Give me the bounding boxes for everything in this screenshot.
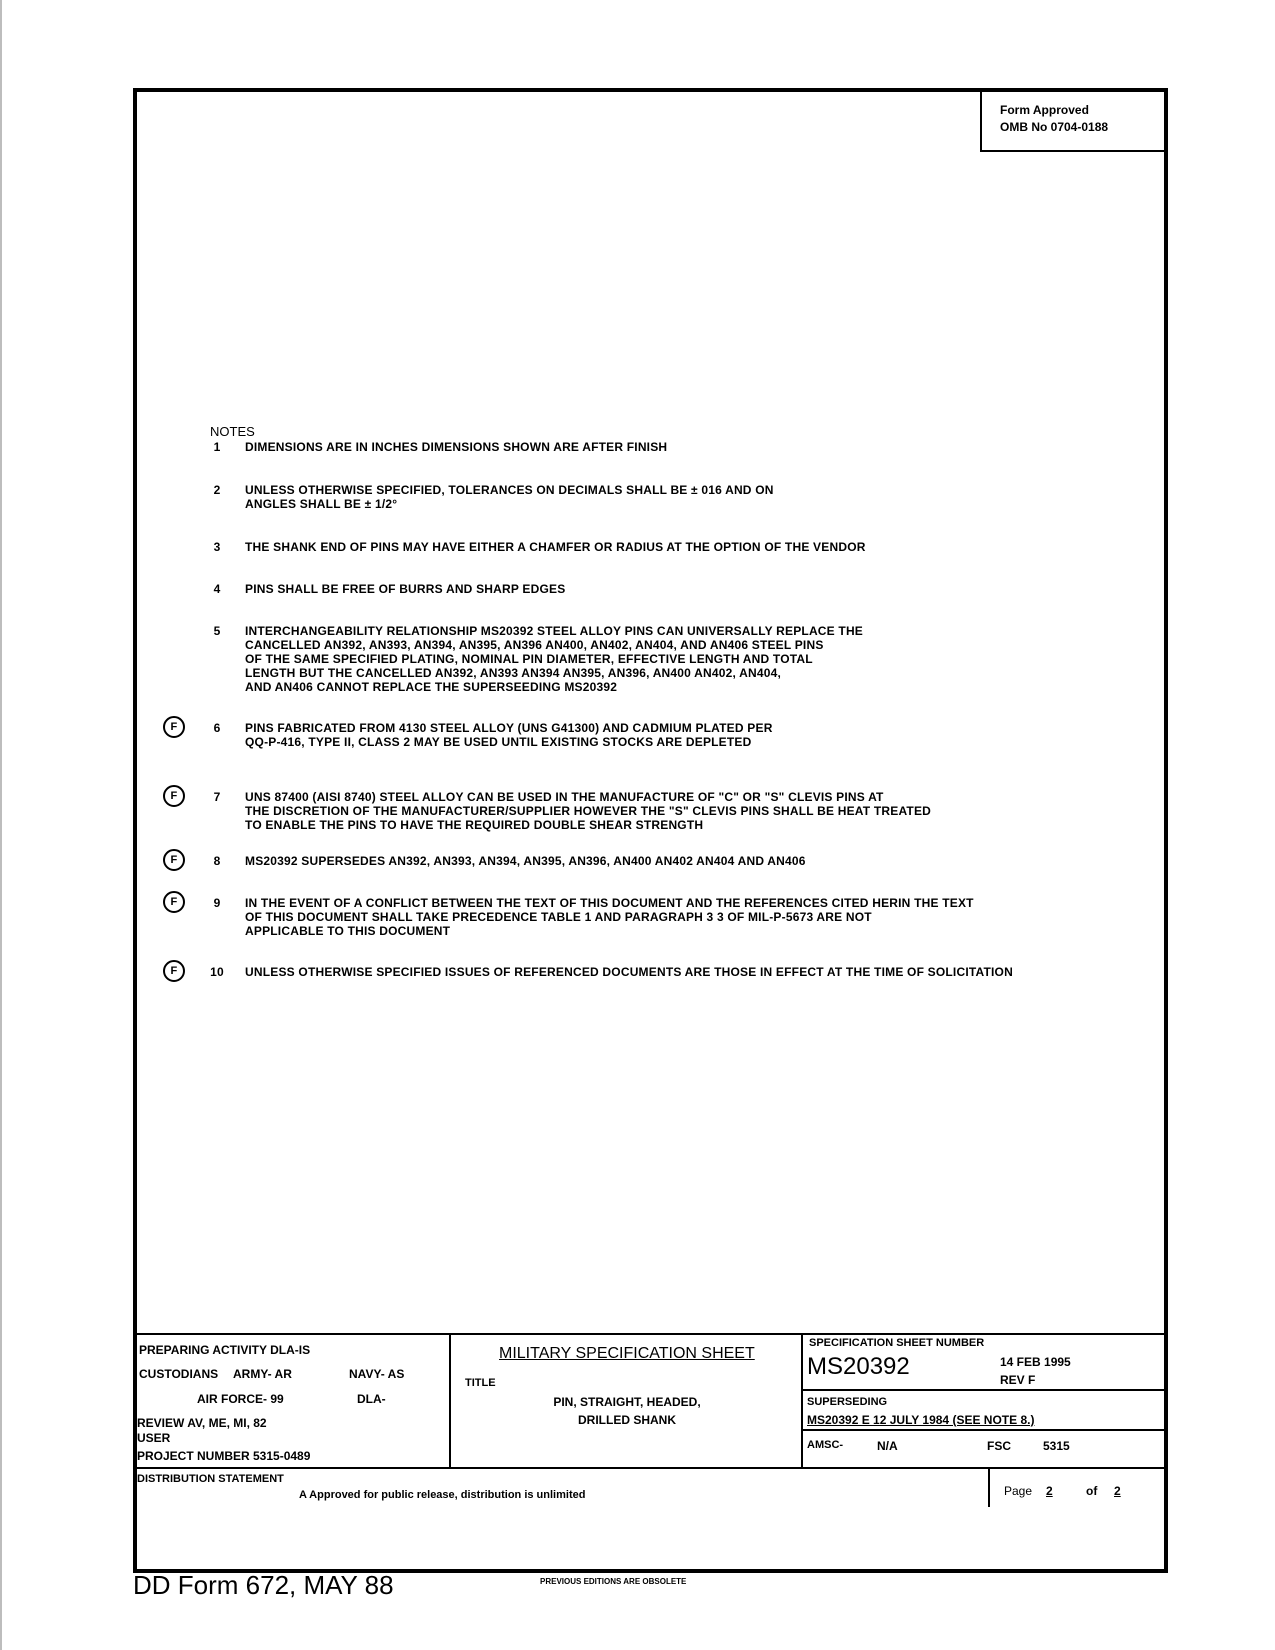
note-number: 7: [213, 790, 221, 804]
note-text: PINS SHALL BE FREE OF BURRS AND SHARP EDGES: [245, 582, 566, 596]
revision-f-marker: F: [163, 716, 185, 738]
obsolete-editions-note: PREVIOUS EDITIONS ARE OBSOLETE: [540, 1577, 687, 1586]
form-frame: [133, 88, 1168, 1573]
title-line-2: DRILLED SHANK: [578, 1413, 676, 1427]
revision-f-marker: F: [163, 960, 185, 982]
specification-column: [803, 1335, 1164, 1469]
note-text: THE SHANK END OF PINS MAY HAVE EITHER A CHAMFER OR RADIUS AT THE OPTION OF THE VENDOR: [245, 540, 866, 554]
distribution-text: A Approved for public release, distribution is unlimited: [299, 1489, 586, 1501]
note-number: 3: [213, 540, 221, 554]
spec-sheet-label: SPECIFICATION SHEET NUMBER: [809, 1337, 985, 1349]
revision: REV F: [1000, 1373, 1036, 1387]
page-number: 2: [1046, 1484, 1053, 1498]
note-text: INTERCHANGEABILITY RELATIONSHIP MS20392 STEEL ALLOY PINS CAN UNIVERSALLY REPLACE THE CANCELLED AN392, AN393, AN394, AN395, AN396 AN400, AN402, AN404, AND AN406 STEEL PINS OF THE SAME SPECIFIED PLATING, NOMINAL PIN DIAMETER, EFFECTIVE LENGTH AND TOTAL LENGTH BUT THE CANCELLED AN392, AN393 AN394 AN395, AN396, AN400 AN402, AN404, AND AN406 CANNOT REPLACE THE SUPERSEEDING MS20392: [245, 624, 864, 694]
note-number: 9: [213, 896, 221, 910]
custodians-label: CUSTODIANS: [139, 1367, 219, 1381]
note-number: 6: [213, 721, 221, 735]
custodian-dla: DLA-: [357, 1392, 386, 1406]
divider: [803, 1389, 1164, 1391]
form-number: DD Form 672, MAY 88: [133, 1570, 394, 1600]
note-text: IN THE EVENT OF A CONFLICT BETWEEN THE TEXT OF THIS DOCUMENT AND THE REFERENCES CITED HERIN THE TEXT OF THIS DOCUMENT SHALL TAKE PRECEDENCE TABLE 1 AND PARAGRAPH 3 3 OF MIL-P-5673 ARE NOT APPLICABLE TO THIS DOCUMENT: [245, 896, 974, 938]
activity-column: [137, 1335, 451, 1469]
note-number: 5: [213, 624, 221, 638]
note-text: UNLESS OTHERWISE SPECIFIED, TOLERANCES ON DECIMALS SHALL BE ± 016 AND ON ANGLES SHALL BE ± 1/2°: [245, 483, 774, 511]
superseding-value: MS20392 E 12 JULY 1984 (SEE NOTE 8.): [807, 1413, 1035, 1427]
title-label: TITLE: [465, 1377, 496, 1389]
distribution-statement: [137, 1467, 1164, 1509]
amsc-label: AMSC-: [807, 1439, 844, 1451]
revision-f-marker: F: [163, 891, 185, 913]
page-label: Page: [1004, 1484, 1033, 1498]
title-line-1: PIN, STRAIGHT, HEADED,: [553, 1395, 701, 1409]
form-approved-label: Form Approved: [1000, 103, 1089, 117]
divider: [803, 1429, 1164, 1431]
page-edge: [0, 0, 2, 1650]
omb-approval-box: [980, 92, 1164, 152]
note-number: 1: [213, 440, 221, 454]
note-number: 10: [210, 965, 224, 979]
note-number: 8: [213, 854, 221, 868]
sheet-heading: MILITARY SPECIFICATION SHEET: [499, 1345, 755, 1362]
page-of-label: of: [1086, 1484, 1098, 1498]
fsc-label: FSC: [987, 1439, 1011, 1453]
notes-title: NOTES: [210, 424, 255, 439]
note-text: UNS 87400 (AISI 8740) STEEL ALLOY CAN BE USED IN THE MANUFACTURE OF "C" OR "S" CLEVIS PINS AT THE DISCRETION OF THE MANUFACTURER/SUPPLIER HOWEVER THE "S" CLEVIS PINS SHALL BE HEAT TREATED TO ENABLE THE PINS TO HAVE THE REQUIRED DOUBLE SHEAR STRENGTH: [245, 790, 932, 832]
custodian-navy: NAVY- AS: [349, 1367, 405, 1381]
amsc-value: N/A: [877, 1439, 898, 1453]
revision-f-marker: F: [163, 785, 185, 807]
note-number: 4: [213, 582, 221, 596]
note-number: 2: [213, 483, 221, 497]
page-number-box: [988, 1469, 1164, 1507]
custodian-army: ARMY- AR: [233, 1367, 292, 1381]
project-number: PROJECT NUMBER 5315-0489: [137, 1449, 311, 1463]
note-text: PINS FABRICATED FROM 4130 STEEL ALLOY (UNS G41300) AND CADMIUM PLATED PER QQ-P-416, TYPE II, CLASS 2 MAY BE USED UNTIL EXISTING STOCKS ARE DEPLETED: [245, 721, 773, 749]
preparing-activity: PREPARING ACTIVITY DLA-IS: [139, 1343, 311, 1357]
fsc-value: 5315: [1043, 1439, 1070, 1453]
spec-number: MS20392: [807, 1353, 910, 1380]
distribution-label: DISTRIBUTION STATEMENT: [137, 1473, 284, 1485]
custodian-air-force: AIR FORCE- 99: [197, 1392, 284, 1406]
note-text: MS20392 SUPERSEDES AN392, AN393, AN394, AN395, AN396, AN400 AN402 AN404 AND AN406: [245, 854, 806, 868]
note-text: DIMENSIONS ARE IN INCHES DIMENSIONS SHOWN ARE AFTER FINISH: [245, 440, 668, 454]
superseding-label: SUPERSEDING: [807, 1396, 888, 1408]
omb-number: OMB No 0704-0188: [1000, 120, 1109, 134]
note-text: UNLESS OTHERWISE SPECIFIED ISSUES OF REFERENCED DOCUMENTS ARE THOSE IN EFFECT AT THE TIME OF SOLICITATION: [245, 965, 1013, 979]
revision-f-marker: F: [163, 849, 185, 871]
title-block: [137, 1333, 1164, 1469]
title-column: [451, 1335, 803, 1469]
review-activities: REVIEW AV, ME, MI, 82: [137, 1416, 267, 1430]
page-total: 2: [1114, 1484, 1121, 1498]
issue-date: 14 FEB 1995: [1000, 1355, 1071, 1369]
user-activities: USER: [137, 1431, 171, 1445]
